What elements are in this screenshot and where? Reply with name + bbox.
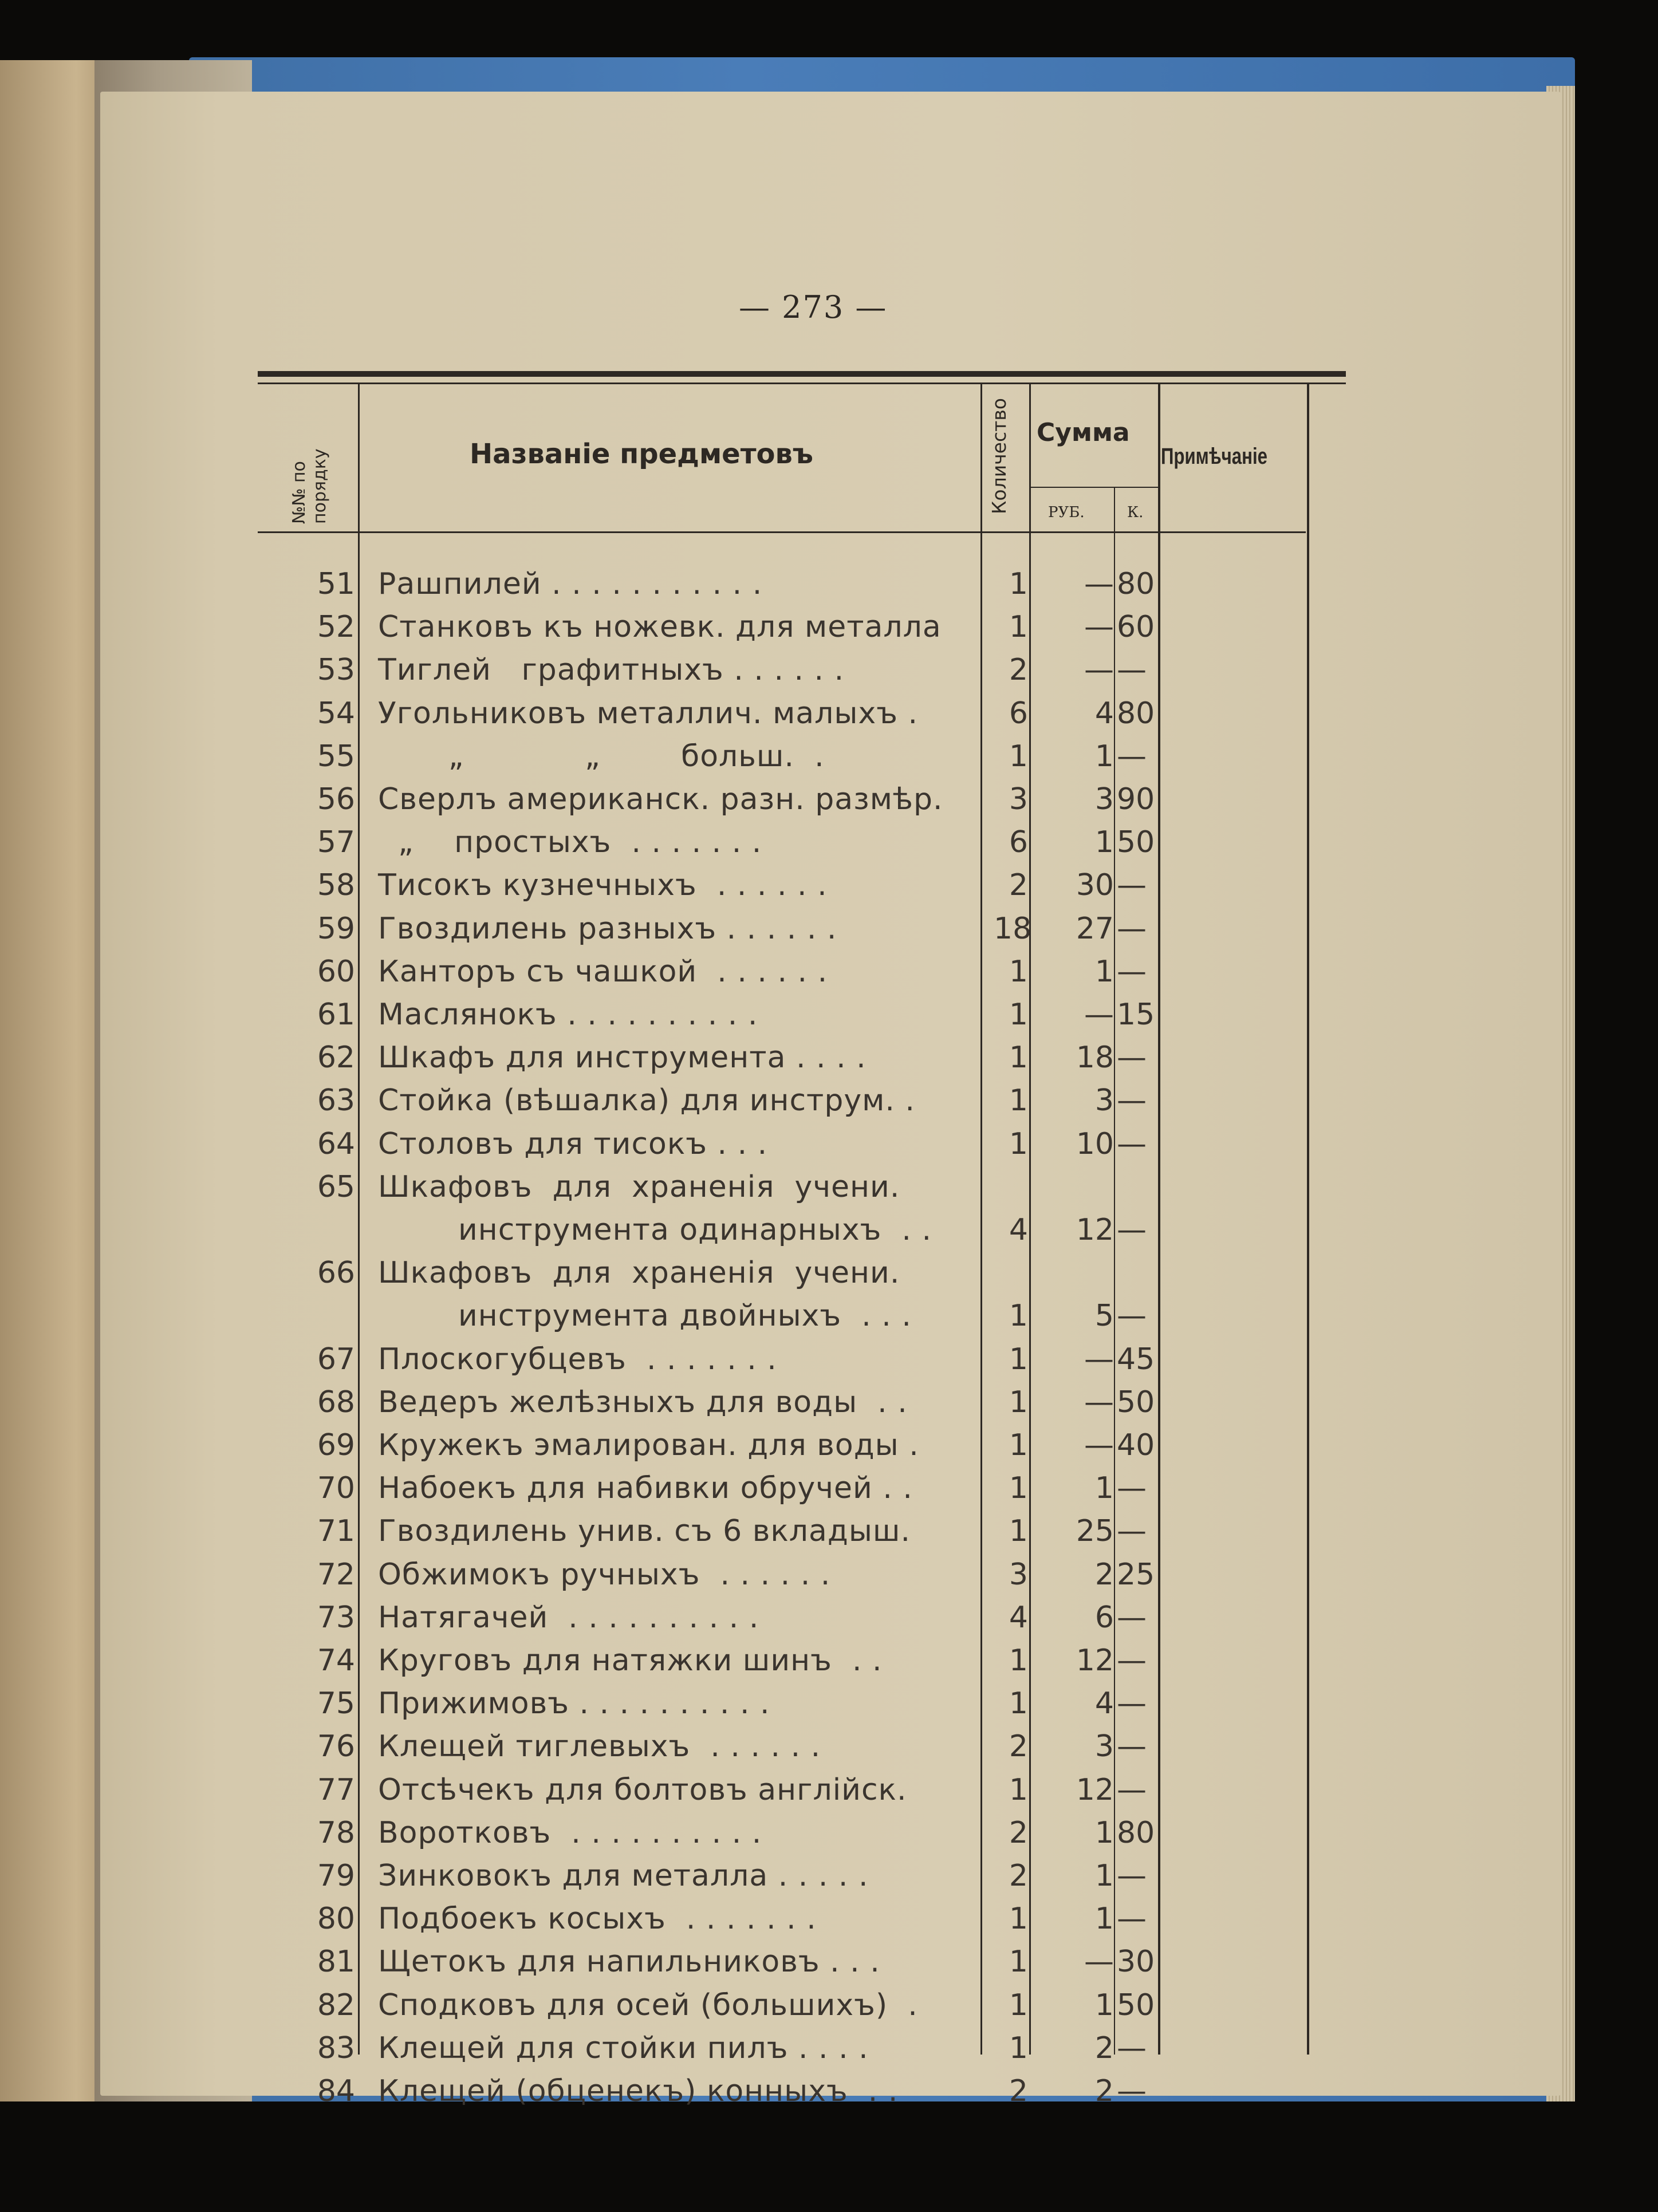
item-name: Кружекъ эмалирован. для воды . [378,1428,919,1462]
sum-rubles: 3 [1094,1083,1114,1118]
row-number: 51 [317,567,355,601]
row-number: 53 [317,653,355,688]
quantity: 1 [1009,1299,1028,1334]
table-top-rule-thin [258,383,1346,384]
table-row [0,1859,1203,1902]
sum-kopecks: — [1117,1686,1147,1721]
sum-rubles: 1 [1094,1815,1114,1850]
sum-kopecks: — [1117,1859,1147,1893]
row-number: 61 [317,997,355,1032]
sum-kopecks: — [1117,1514,1147,1549]
sum-rubles: 1 [1094,954,1114,989]
quantity: 1 [1009,1385,1028,1420]
table-row [0,1514,1203,1557]
sum-rubles: 18 [1076,1040,1114,1075]
header-sum: Сумма [1037,418,1130,447]
row-number: 84 [317,2074,355,2108]
quantity: 1 [1009,1471,1028,1506]
item-name: Станковъ къ ножевк. для металла [378,610,942,645]
sum-kopecks: — [1117,1643,1147,1678]
sum-kopecks: — [1117,1126,1147,1161]
row-number: 76 [317,1729,355,1764]
item-name: „ простыхъ . . . . . . . [378,825,762,860]
sum-rubles: — [1084,997,1114,1032]
sum-kopecks: 60 [1117,610,1155,645]
sum-rubles: 1 [1094,739,1114,774]
sum-rubles: 30 [1076,868,1114,903]
table-row [0,653,1203,696]
sum-rubles: 4 [1094,1686,1114,1721]
item-name: Маслянокъ . . . . . . . . . . [378,997,758,1032]
item-name: Обжимокъ ручныхъ . . . . . . [378,1557,831,1592]
item-name: Канторъ съ чашкой . . . . . . [378,954,828,989]
sum-rubles: 1 [1094,1471,1114,1506]
row-number: 63 [317,1083,355,1118]
row-number: 62 [317,1040,355,1075]
sum-kopecks: 50 [1117,1988,1155,2022]
item-name: „ „ больш. . [378,739,825,774]
sum-kopecks: — [1117,1902,1147,1937]
sum-kopecks: 30 [1117,1945,1155,1980]
sum-kopecks: — [1117,911,1147,946]
row-number: 57 [317,825,355,860]
quantity: 6 [1009,825,1028,860]
item-name: Плоскогубцевъ . . . . . . . [378,1342,777,1377]
row-number: 80 [317,1902,355,1937]
quantity: 4 [1009,1600,1028,1635]
quantity: 1 [1009,954,1028,989]
sum-rubles: — [1084,610,1114,645]
table-row [0,1299,1203,1342]
item-name: Сверлъ американск. разн. размѣр. [378,782,943,817]
table-row [0,610,1203,653]
quantity: 2 [1009,2074,1028,2108]
quantity: 1 [1009,1126,1028,1161]
sum-rubles: 1 [1094,1859,1114,1893]
sum-rubles: 4 [1094,696,1114,731]
item-name: Шкафовъ для храненія учени. [378,1256,900,1291]
row-number: 52 [317,610,355,645]
sum-kopecks: 50 [1117,1385,1155,1420]
row-number: 70 [317,1471,355,1506]
sum-kopecks: 40 [1117,1428,1155,1462]
row-number: 59 [317,911,355,946]
row-number: 56 [317,782,355,817]
row-number: 64 [317,1126,355,1161]
table-row [0,1040,1203,1083]
quantity: 1 [1009,610,1028,645]
item-name: Щетокъ для напильниковъ . . . [378,1945,880,1980]
column-divider-note [1307,383,1309,2055]
table-row [0,696,1203,739]
sum-kopecks: — [1117,1729,1147,1764]
table-row [0,1385,1203,1428]
quantity: 2 [1009,1729,1028,1764]
table-row [0,739,1203,782]
sum-kopecks: 90 [1117,782,1155,817]
row-number: 54 [317,696,355,731]
quantity: 2 [1009,1815,1028,1850]
table-row [0,2074,1203,2117]
sum-kopecks: — [1117,2030,1147,2065]
sum-rubles: — [1084,567,1114,601]
table-row [0,1170,1203,1213]
sum-kopecks: — [1117,1213,1147,1247]
row-number: 67 [317,1342,355,1377]
sum-rubles: — [1084,1385,1114,1420]
table-row [0,1902,1203,1945]
item-name: Воротковъ . . . . . . . . . . [378,1815,762,1850]
item-name: Сподковъ для осей (большихъ) . [378,1988,918,2022]
sum-kopecks: 80 [1117,696,1155,731]
row-number: 79 [317,1859,355,1893]
sum-rubles: 1 [1094,1988,1114,2022]
sum-kopecks: — [1117,1299,1147,1334]
sum-rubles: 2 [1094,2074,1114,2108]
quantity: 2 [1009,653,1028,688]
item-name: Угольниковъ металлич. малыхъ . [378,696,919,731]
quantity: 1 [1009,1083,1028,1118]
row-number: 81 [317,1945,355,1980]
sum-rubles: 27 [1076,911,1114,946]
quantity: 1 [1009,1902,1028,1937]
item-name: Клещей для стойки пилъ . . . . [378,2030,869,2065]
quantity: 1 [1009,567,1028,601]
table-row [0,1729,1203,1772]
sum-kopecks: — [1117,2074,1147,2108]
sum-subheader-rule [1031,487,1158,488]
quantity: 1 [1009,2030,1028,2065]
quantity: 1 [1009,1643,1028,1678]
sum-kopecks: — [1117,1040,1147,1075]
sum-kopecks: 45 [1117,1342,1155,1377]
row-number: 77 [317,1772,355,1807]
sum-rubles: 12 [1076,1772,1114,1807]
sum-kopecks: — [1117,1772,1147,1807]
sum-rubles: 3 [1094,782,1114,817]
table-row [0,1428,1203,1471]
quantity: 1 [1009,1686,1028,1721]
item-name: Клещей тиглевыхъ . . . . . . [378,1729,821,1764]
row-number: 60 [317,954,355,989]
item-name: Шкафъ для инструмента . . . . [378,1040,867,1075]
sum-kopecks: 15 [1117,997,1155,1032]
table-row [0,1600,1203,1643]
page-number: — 273 — [739,289,888,325]
table-row [0,825,1203,868]
sum-rubles: 2 [1094,2030,1114,2065]
sum-kopecks: — [1117,1600,1147,1635]
row-number: 82 [317,1988,355,2022]
header-row-number: №№ по порядку [289,448,330,524]
row-number: 71 [317,1514,355,1549]
header-note: Примѣчаніе [1161,444,1268,469]
sum-rubles: 12 [1076,1213,1114,1247]
quantity: 2 [1009,1859,1028,1893]
item-name: Шкафовъ для храненія учени. [378,1169,900,1204]
item-name: Круговъ для натяжки шинъ . . [378,1643,883,1678]
item-name: инструмента одинарныхъ . . [458,1213,932,1247]
quantity: 3 [1009,782,1028,817]
table-row [0,868,1203,911]
table-row [0,1988,1203,2031]
table-row [0,1945,1203,1988]
header-kopecks: К. [1127,504,1144,521]
table-row [0,782,1203,825]
row-number: 66 [317,1256,355,1291]
sum-rubles: — [1084,653,1114,688]
row-number: 73 [317,1600,355,1635]
row-number: 72 [317,1557,355,1592]
sum-kopecks: — [1117,954,1147,989]
quantity: 1 [1009,1945,1028,1980]
table-top-rule [258,371,1346,377]
header-rubles: РУБ. [1048,504,1085,521]
table-header-rule [258,531,1306,533]
table-row [0,567,1203,610]
table-row [0,1643,1203,1686]
sum-kopecks: 25 [1117,1557,1155,1592]
sum-kopecks: — [1117,1083,1147,1118]
item-name: Зинковокъ для металла . . . . . [378,1859,869,1893]
quantity: 1 [1009,1514,1028,1549]
table-row [0,1686,1203,1729]
sum-rubles: 1 [1094,1902,1114,1937]
sum-rubles: 1 [1094,825,1114,860]
item-name: Натягачей . . . . . . . . . . [378,1600,759,1635]
item-name: Прижимовъ . . . . . . . . . . [378,1686,770,1721]
quantity: 3 [1009,1557,1028,1592]
sum-rubles: — [1084,1342,1114,1377]
sum-rubles: — [1084,1428,1114,1462]
quantity: 1 [1009,997,1028,1032]
table-row [0,1816,1203,1859]
quantity: 1 [1009,739,1028,774]
item-name: Ведеръ желѣзныхъ для воды . . [378,1385,908,1420]
item-name: Рашпилей . . . . . . . . . . . [378,567,763,601]
table-row [0,1558,1203,1600]
sum-kopecks: — [1117,1471,1147,1506]
item-name: Стойка (вѣшалка) для инструм. . [378,1083,915,1118]
sum-rubles: 5 [1094,1299,1114,1334]
table-row [0,1127,1203,1170]
sum-kopecks: — [1117,868,1147,903]
item-name: Тисокъ кузнечныхъ . . . . . . [378,868,828,903]
row-number: 58 [317,868,355,903]
table-row [0,912,1203,955]
table-row [0,1083,1203,1126]
quantity: 1 [1009,1342,1028,1377]
table-row [0,1256,1203,1299]
sum-kopecks: — [1117,739,1147,774]
sum-kopecks: 80 [1117,567,1155,601]
item-name: Столовъ для тисокъ . . . [378,1126,768,1161]
table-row [0,997,1203,1040]
sum-rubles: 3 [1094,1729,1114,1764]
quantity: 6 [1009,696,1028,731]
sum-rubles: 2 [1094,1557,1114,1592]
item-name: Набоекъ для набивки обручей . . [378,1471,913,1506]
item-name: Гвоздилень унив. съ 6 вкладыш. [378,1514,911,1549]
table-row [0,1213,1203,1256]
row-number: 65 [317,1169,355,1204]
sum-rubles: 6 [1094,1600,1114,1635]
row-number: 68 [317,1385,355,1420]
row-number: 74 [317,1643,355,1678]
item-name: Гвоздилень разныхъ . . . . . . [378,911,837,946]
row-number: 69 [317,1428,355,1462]
row-number: 75 [317,1686,355,1721]
item-name: Тиглей графитныхъ . . . . . . [378,653,845,688]
sum-rubles: 25 [1076,1514,1114,1549]
quantity: 1 [1009,1428,1028,1462]
quantity: 1 [1009,1772,1028,1807]
table-row [0,1342,1203,1385]
quantity: 18 [994,911,1032,946]
quantity: 1 [1009,1040,1028,1075]
item-name: инструмента двойныхъ . . . [458,1299,912,1334]
item-name: Клещей (обценекъ) конныхъ . . [378,2074,899,2108]
quantity: 4 [1009,1213,1028,1247]
table-row [0,1773,1203,1816]
table-row [0,2031,1203,2074]
row-number: 78 [317,1815,355,1850]
quantity: 2 [1009,868,1028,903]
table-row [0,955,1203,997]
item-name: Отсѣчекъ для болтовъ англійск. [378,1772,907,1807]
sum-kopecks: — [1117,653,1147,688]
header-quantity: Количество [988,398,1010,514]
sum-kopecks: 50 [1117,825,1155,860]
sum-rubles: — [1084,1945,1114,1980]
header-item-name: Названіе предметовъ [470,438,813,470]
sum-kopecks: 80 [1117,1815,1155,1850]
item-name: Подбоекъ косыхъ . . . . . . . [378,1902,817,1937]
sum-rubles: 10 [1076,1126,1114,1161]
table-row [0,1471,1203,1514]
quantity: 1 [1009,1988,1028,2022]
row-number: 83 [317,2030,355,2065]
row-number: 55 [317,739,355,774]
sum-rubles: 12 [1076,1643,1114,1678]
